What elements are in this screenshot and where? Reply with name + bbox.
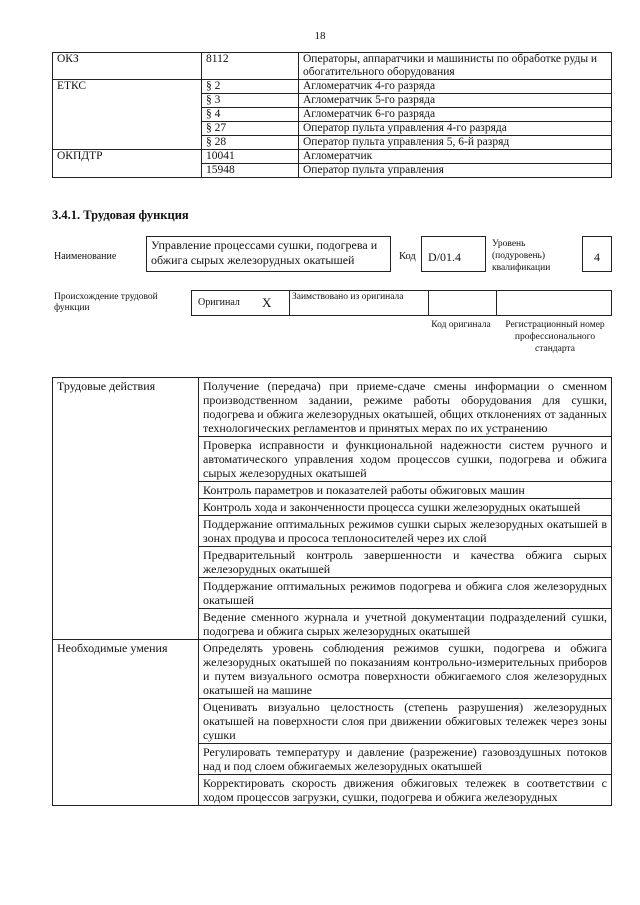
code-original-caption: Код оригинала: [431, 320, 491, 330]
function-code-value: D/01.4: [421, 236, 486, 272]
code-label: Код: [399, 251, 416, 262]
classifier-name: ОКПДТР: [53, 150, 202, 178]
borrowed-cell: [289, 291, 429, 315]
labor-action-item: Поддержание оптимальных режимов сушки сырых железорудных окатышей в зонах продува и прососа теплоносителей через их слой: [199, 516, 612, 547]
function-details-table: [52, 377, 612, 806]
labor-action-item: Контроль хода и законченности процесса сушки железорудных окатышей: [199, 499, 612, 516]
classifier-title: Агломератчик 5-го разряда: [299, 94, 612, 108]
classification-codes-table: [52, 52, 612, 178]
labor-action-item: Контроль параметров и показателей работы обжиговых машин: [199, 482, 612, 499]
classifier-title: Оператор пульта управления 4-го разряда: [299, 122, 612, 136]
classifier-title: Агломератчик 4-го разряда: [299, 80, 612, 94]
level-value: 4: [582, 236, 612, 272]
page-number: 18: [314, 30, 326, 42]
labor-actions-label: Трудовые действия: [53, 378, 199, 640]
skills-label: Необходимые умения: [53, 640, 199, 806]
labor-action-item: Поддержание оптимальных режимов подогрева и обжига слоя железорудных окатышей: [199, 578, 612, 609]
codes-row: [53, 53, 612, 80]
code-original-cell: [428, 291, 497, 315]
classifier-code: 8112: [202, 53, 299, 80]
classifier-title: Оператор пульта управления 5, 6-й разряд: [299, 136, 612, 150]
labor-action-item: Ведение сменного журнала и учетной документации подразделений сушки, подогрева и обжига сырых железорудных окатышей: [199, 609, 612, 640]
skill-item: Корректировать скорость движения обжиговых тележек в соответствии с ходом процессов загрузки, сушки, подогрева и обжига железорудных: [199, 775, 612, 806]
skill-item: Определять уровень соблюдения режимов сушки, подогрева и обжига железорудных окатышей по показаниям контрольно-измерительных приборов и путем визуального осмотра поверхности обжигаемого слоя железорудных окатышей на машине: [199, 640, 612, 699]
original-mark: X: [262, 295, 272, 310]
reg-number-cell: [496, 291, 611, 315]
classifier-code: § 4: [202, 108, 299, 122]
origin-box: [191, 290, 612, 316]
classifier-title: Оператор пульта управления: [299, 164, 612, 178]
classifier-title: Операторы, аппаратчики и машинисты по обработке руды и обогатительного оборудования: [299, 53, 612, 80]
labor-action-item: Проверка исправности и функциональной надежности систем ручного и автоматического управления ходом процессов сушки, подогрева и обжига сырых железорудных окатышей: [199, 437, 612, 482]
classifier-code: 15948: [202, 164, 299, 178]
section-title: 3.4.1. Трудовая функция: [52, 208, 189, 222]
borrowed-label: Заимствовано из оригинала: [292, 292, 404, 302]
codes-row: [53, 80, 612, 94]
classifier-name: ОКЗ: [53, 53, 202, 80]
classifier-code: § 28: [202, 136, 299, 150]
classifier-code: § 27: [202, 122, 299, 136]
detail-row: [53, 640, 612, 699]
detail-row: [53, 378, 612, 437]
labor-action-item: Получение (передача) при приеме-сдаче смены информации о сменном производственном задании, режиме работы оборудования для сушки, подогрева и обжига железорудных окатышей, общих отклонениях от заданных технологических регламентов и принятых мерах по их устранению: [199, 378, 612, 437]
skill-item: Регулировать температуру и давление (разрежение) газовоздушных потоков над и под слоем обжигаемых железорудных окатышей: [199, 744, 612, 775]
classifier-code: 10041: [202, 150, 299, 164]
skill-item: Оценивать визуально целостность (степень разрушения) железорудных окатышей на поверхности слоя при движении обжиговых тележек через зоны сушки: [199, 699, 612, 744]
original-label: Оригинал: [198, 297, 240, 308]
classifier-code: § 3: [202, 94, 299, 108]
reg-number-caption: Регистрационный номер профессионального стандарта: [505, 320, 605, 354]
origin-label: Происхождение трудовой функции: [54, 292, 158, 313]
function-name-value: Управление процессами сушки, подогрева и обжига сырых железорудных окатышей: [146, 236, 391, 272]
classifier-title: Агломератчик: [299, 150, 612, 164]
level-label: Уровень (подуровень) квалификации: [492, 239, 551, 273]
codes-row: [53, 150, 612, 164]
classifier-code: § 2: [202, 80, 299, 94]
labor-action-item: Предварительный контроль завершенности и качества обжига сырых железорудных окатышей: [199, 547, 612, 578]
classifier-title: Агломератчик 6-го разряда: [299, 108, 612, 122]
classifier-name: ЕТКС: [53, 80, 202, 150]
name-label: Наименование: [54, 251, 117, 262]
original-cell: [192, 291, 290, 315]
